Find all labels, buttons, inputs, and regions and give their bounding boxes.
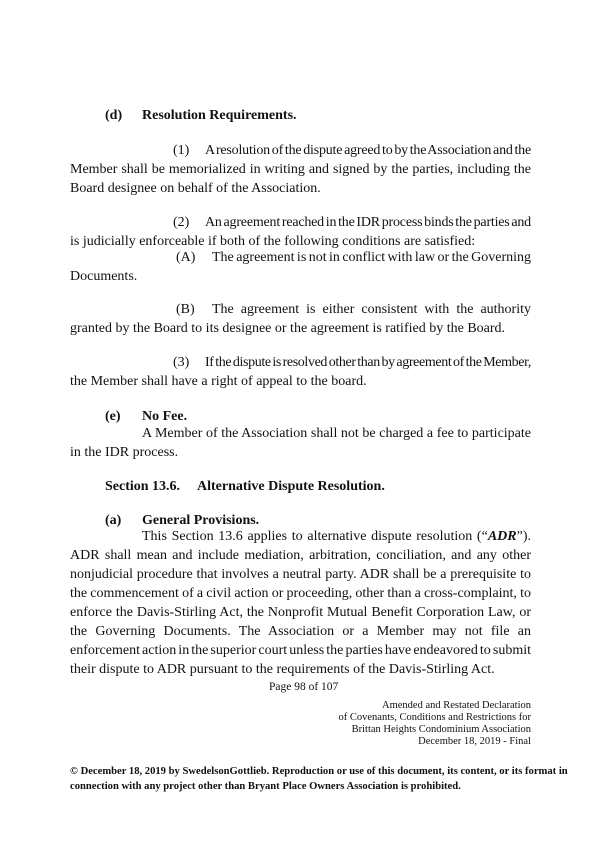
item-label: (1) bbox=[173, 143, 190, 158]
subsection-label: (e) bbox=[105, 409, 121, 424]
footer-line: Brittan Heights Condominium Association bbox=[351, 724, 531, 735]
paragraph-dB bbox=[176, 301, 531, 318]
text-line: enforce the Davis-Stirling Act, the Nonprofit Mutual Benefit Corporation Law, or bbox=[70, 605, 531, 620]
copyright-line: connection with any project other than Bryant Place Owners Association is prohibited. bbox=[70, 781, 461, 792]
text-fragment: This Section 13.6 applies to alternative dispute resolution (“ bbox=[142, 529, 488, 544]
document-footer bbox=[339, 700, 531, 748]
footer-line: Amended and Restated Declaration bbox=[382, 700, 531, 711]
text-line: the commencement of a civil action or proceeding, other than a cross-complaint, to bbox=[70, 586, 531, 601]
text-line-row bbox=[70, 585, 531, 602]
subsection-label: (d) bbox=[105, 108, 123, 123]
text-line: Documents. bbox=[70, 269, 138, 284]
text-line: ADR shall mean and include mediation, arbitration, conciliation, and any other bbox=[70, 548, 531, 563]
text-line: the Governing Documents. The Association or a Member may not file an bbox=[70, 624, 531, 639]
page-number: Page 98 of 107 bbox=[269, 681, 339, 693]
subsection-label: (a) bbox=[105, 513, 122, 528]
text-line: the Member shall have a right of appeal to the board. bbox=[70, 374, 367, 389]
text-line: If the dispute is resolved other than by agreement of the Member, bbox=[205, 355, 531, 370]
footer-line: of Covenants, Conditions and Restrictions for bbox=[338, 712, 531, 723]
item-label: (2) bbox=[173, 215, 190, 230]
text-line: The agreement is not in conflict with law or the Governing bbox=[212, 250, 531, 265]
text-line: nonjudicial procedure that involves a neutral party. ADR shall be a prerequisite to bbox=[70, 567, 531, 582]
paragraph-d3 bbox=[173, 354, 531, 371]
paragraph-a-first-line bbox=[142, 528, 531, 545]
footer-line: December 18, 2019 - Final bbox=[418, 736, 531, 747]
text-line: enforcement action in the superior court unless the parties have endeavored to submit bbox=[70, 643, 531, 658]
copyright-notice bbox=[70, 764, 568, 794]
subsection-title: General Provisions. bbox=[142, 513, 260, 528]
text-line-row bbox=[70, 566, 531, 583]
text-line: A resolution of the dispute agreed to by the Association and the bbox=[205, 143, 531, 158]
text-line-row bbox=[70, 623, 531, 640]
text-line-row bbox=[70, 604, 531, 621]
text-line: Member shall be memorialized in writing and signed by the parties, including the bbox=[70, 162, 531, 177]
text-line-row bbox=[70, 642, 531, 659]
paragraph-dA bbox=[176, 249, 531, 266]
text-line: The agreement is either consistent with the authority bbox=[212, 302, 531, 317]
item-label: (3) bbox=[173, 355, 190, 370]
subsection-e-heading bbox=[105, 408, 187, 425]
text-line-row bbox=[142, 425, 531, 442]
text-line bbox=[142, 528, 531, 545]
text-line: granted by the Board to its designee or the agreement is ratified by the Board. bbox=[70, 321, 506, 336]
section-title: Alternative Dispute Resolution. bbox=[197, 479, 385, 494]
text-line: A Member of the Association shall not be charged a fee to participate bbox=[142, 426, 531, 441]
text-line-row bbox=[70, 161, 531, 178]
text-line: is judicially enforceable if both of the following conditions are satisfied: bbox=[70, 234, 476, 249]
subsection-d-heading bbox=[105, 107, 297, 124]
text-line: in the IDR process. bbox=[70, 445, 179, 460]
paragraph-d2 bbox=[173, 214, 531, 231]
defined-term: ADR bbox=[487, 529, 517, 544]
copyright-line: © December 18, 2019 by SwedelsonGottlieb. Reproduction or use of this document, its content, or its format in bbox=[70, 766, 568, 777]
section-heading bbox=[105, 478, 385, 495]
text-line-row bbox=[70, 547, 531, 564]
item-label: (A) bbox=[176, 250, 196, 265]
paragraph-d1 bbox=[173, 142, 531, 159]
item-label: (B) bbox=[176, 302, 195, 317]
text-line: An agreement reached in the IDR process binds the parties and bbox=[205, 215, 531, 230]
subsection-title: Resolution Requirements. bbox=[142, 108, 297, 123]
subsection-a-heading bbox=[105, 512, 259, 529]
subsection-title: No Fee. bbox=[142, 409, 188, 424]
text-fragment: ”). bbox=[516, 529, 531, 544]
text-line: their dispute to ADR pursuant to the requirements of the Davis-Stirling Act. bbox=[70, 662, 495, 677]
section-number: Section 13.6. bbox=[105, 479, 181, 494]
text-line: Board designee on behalf of the Association. bbox=[70, 181, 321, 196]
